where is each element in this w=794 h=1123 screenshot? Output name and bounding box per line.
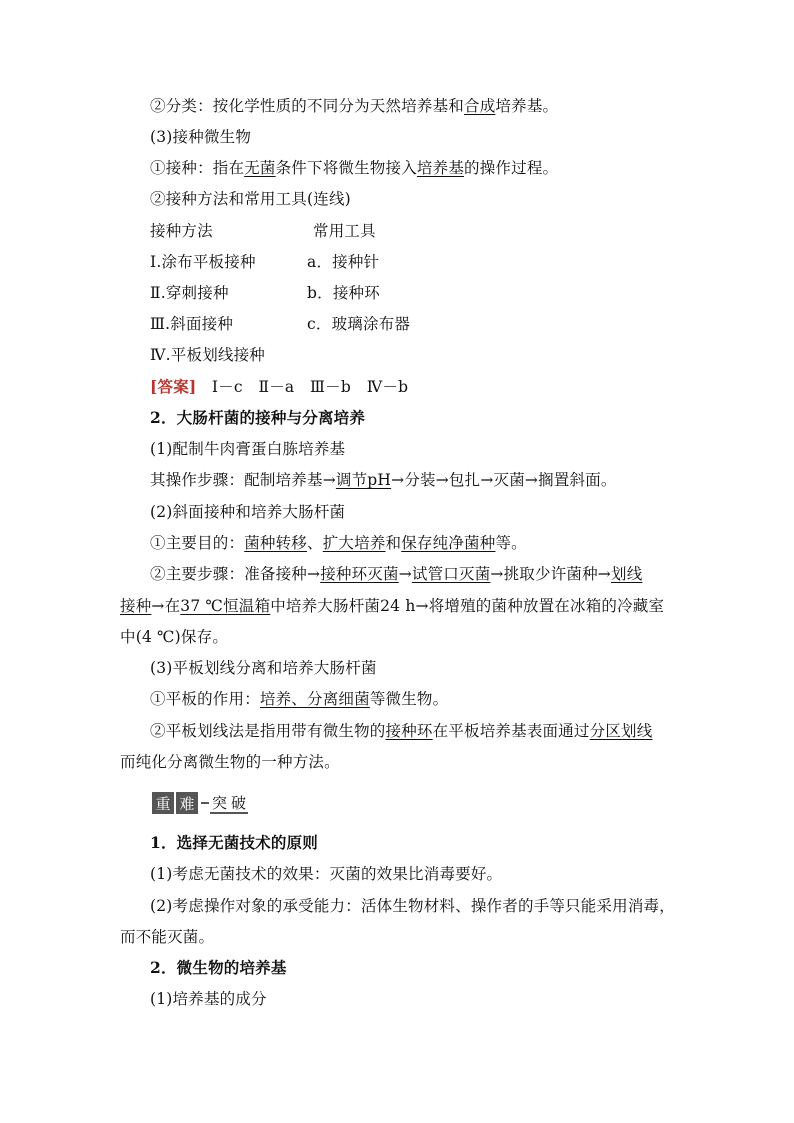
blank-answer: 调节pH [335, 471, 392, 489]
heading-medium-components: (1)培养基的成分 [150, 990, 267, 1008]
section-tag-char: 重 [152, 792, 174, 814]
blank-answer: 合成 [464, 97, 496, 115]
blank-answer: 接种 [120, 597, 152, 615]
blank-answer: 分区划线 [589, 722, 653, 740]
paragraph-main-steps-3: 中(4 ℃)保存。 [120, 628, 229, 646]
section-tag-char: 难 [176, 792, 198, 814]
paragraph-capacity-2: 而不能灭菌。 [120, 928, 215, 946]
heading-slant-culture: (2)斜面接种和培养大肠杆菌 [150, 503, 346, 521]
blank-answer: 培养、分离细菌 [259, 690, 370, 708]
blank-answer: 无菌 [244, 159, 276, 177]
paragraph-classification: ②分类：按化学性质的不同分为天然培养基和合成培养基。 [150, 97, 559, 115]
blank-answer: 试管口灭菌 [411, 565, 491, 583]
matching-row-3: Ⅲ.斜面接种 c．玻璃涂布器 [150, 315, 411, 333]
section-heading-sterile-principle: 1．选择无菌技术的原则 [150, 833, 318, 852]
blank-answer: 37 ℃恒温箱 [180, 597, 271, 615]
heading-inoculation: (3)接种微生物 [150, 128, 252, 146]
paragraph-main-steps-1: ②主要步骤：准备接种→接种环灭菌→试管口灭菌→挑取少许菌种→划线 [150, 565, 643, 583]
blank-answer: 培养基 [416, 159, 465, 177]
section-heading-ecoli: 2．大肠杆菌的接种与分离培养 [150, 408, 366, 427]
section-tag-char: 突 [210, 792, 229, 814]
paragraph-purpose: ①主要目的：菌种转移、扩大培养和保存纯净菌种等。 [150, 534, 527, 552]
paragraph-methods-tools: ②接种方法和常用工具(连线) [150, 190, 351, 208]
paragraph-steps: 其操作步骤：配制培养基→调节pH→分装→包扎→灭菌→搁置斜面。 [150, 471, 617, 489]
matching-row-4: Ⅳ.平板划线接种 [150, 346, 266, 364]
blank-answer: 菌种转移 [244, 534, 308, 552]
paragraph-streak-method-2: 而纯化分离微生物的一种方法。 [120, 753, 340, 771]
paragraph-inoculation-def: ①接种：指在无菌条件下将微生物接入培养基的操作过程。 [150, 159, 559, 177]
answer-tag: [答案] [150, 377, 197, 396]
section-heading-medium: 2．微生物的培养基 [150, 958, 287, 977]
paragraph-streak-method-1: ②平板划线法是指用带有微生物的接种环在平板培养基表面通过分区划线 [150, 722, 653, 740]
answer-line: [答案] Ⅰ－c Ⅱ－a Ⅲ－b Ⅳ－b [150, 377, 409, 396]
blank-answer: 接种环 [385, 722, 433, 740]
heading-streak-plate: (3)平板划线分离和培养大肠杆菌 [150, 659, 377, 677]
section-tag-char: 破 [229, 792, 248, 814]
paragraph-main-steps-2: 接种→在37 ℃恒温箱中培养大肠杆菌24 h→将增殖的菌种放置在冰箱的冷藏室 [120, 597, 665, 615]
paragraph-effect: (1)考虑无菌技术的效果：灭菌的效果比消毒要好。 [150, 865, 503, 883]
section-tag-key-difficulties [152, 792, 248, 814]
paragraph-plate-role: ①平板的作用：培养、分离细菌等微生物。 [150, 690, 449, 708]
heading-medium-prep: (1)配制牛肉膏蛋白胨培养基 [150, 440, 346, 458]
paragraph-capacity-1: (2)考虑操作对象的承受能力：活体生物材料、操作者的手等只能采用消毒， [150, 897, 675, 915]
matching-row-2: Ⅱ.穿刺接种 b．接种环 [150, 284, 380, 302]
blank-answer: 保存纯净菌种 [401, 534, 496, 552]
section-tag-divider [201, 802, 209, 804]
matching-row-1: Ⅰ.涂布平板接种 a．接种针 [150, 253, 380, 271]
blank-answer: 划线 [611, 565, 643, 583]
matching-header: 接种方法 常用工具 [150, 222, 376, 240]
blank-answer: 扩大培养 [322, 534, 386, 552]
blank-answer: 接种环灭菌 [320, 565, 399, 583]
